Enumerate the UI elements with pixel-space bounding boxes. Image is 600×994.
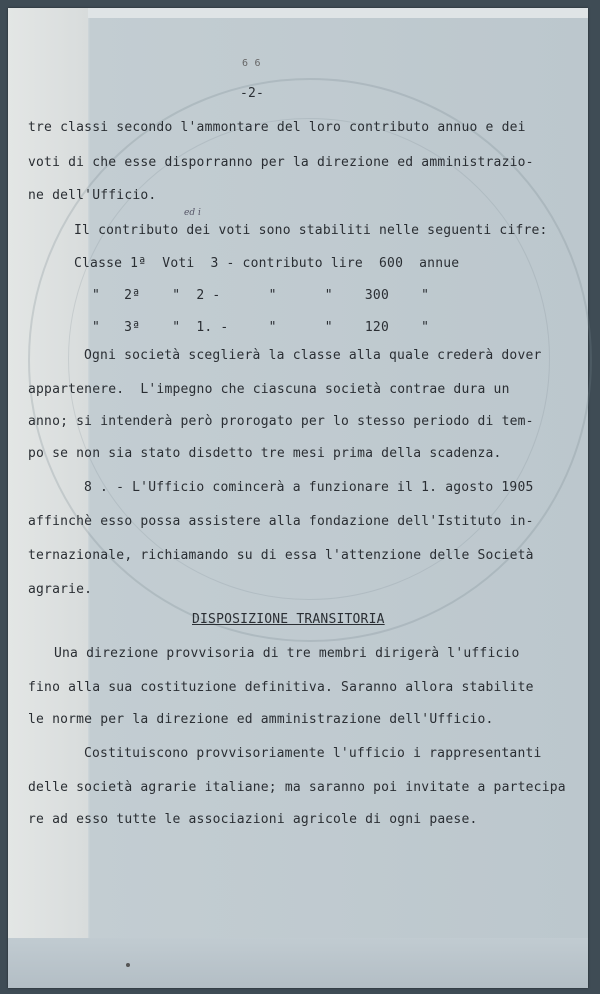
text-line: agrarie. xyxy=(28,582,93,597)
folio-mark: 6 6 xyxy=(242,58,261,69)
section-heading: DISPOSIZIONE TRANSITORIA xyxy=(192,612,385,627)
text-line: appartenere. L'impegno che ciascuna società contrae dura un xyxy=(28,382,510,397)
ink-dot-mark xyxy=(126,963,130,967)
page-bottom-strip xyxy=(8,938,588,988)
text-line: affinchè esso possa assistere alla fondazione dell'Istituto in- xyxy=(28,514,534,529)
text-line: ne dell'Ufficio. xyxy=(28,188,157,203)
text-line: re ad esso tutte le associazioni agricole di ogni paese. xyxy=(28,812,478,827)
text-line: 8 . - L'Ufficio comincerà a funzionare il 1. agosto 1905 xyxy=(84,480,534,495)
page-fold-top xyxy=(8,8,588,18)
table-row: " 2ª " 2 - " " 300 " xyxy=(92,288,430,303)
text-line: anno; si intenderà però prorogato per lo stesso periodo di tem- xyxy=(28,414,534,429)
text-line: Costituiscono provvisoriamente l'ufficio i rappresentanti xyxy=(84,746,542,761)
text-line: ternazionale, richiamando su di essa l'attenzione delle Società xyxy=(28,548,534,563)
text-line: tre classi secondo l'ammontare del loro contributo annuo e dei xyxy=(28,120,526,135)
text-line: le norme per la direzione ed amministrazione dell'Ufficio. xyxy=(28,712,494,727)
text-line: fino alla sua costituzione definitiva. Saranno allora stabilite xyxy=(28,680,534,695)
text-line: Il contributo dei voti sono stabiliti nelle seguenti cifre: xyxy=(74,223,548,238)
text-line: delle società agrarie italiane; ma saranno poi invitate a partecipa xyxy=(28,780,566,795)
document-page xyxy=(8,8,588,988)
page-number: -2- xyxy=(240,86,265,101)
text-line: voti di che esse disporranno per la direzione ed amministrazio- xyxy=(28,155,534,170)
text-line: Una direzione provvisoria di tre membri dirigerà l'ufficio xyxy=(54,646,520,661)
handwritten-insertion: ed i xyxy=(184,208,201,218)
text-line: po se non sia stato disdetto tre mesi prima della scadenza. xyxy=(28,446,502,461)
table-row: " 3ª " 1. - " " 120 " xyxy=(92,320,430,335)
text-line: Ogni società sceglierà la classe alla quale crederà dover xyxy=(84,348,542,363)
table-row: Classe 1ª Voti 3 - contributo lire 600 annue xyxy=(74,256,460,271)
